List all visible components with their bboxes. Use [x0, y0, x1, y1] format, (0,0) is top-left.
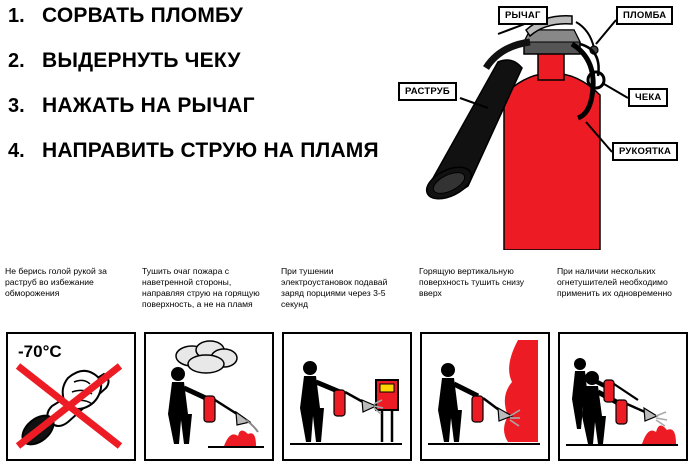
step-item [8, 4, 428, 28]
vertical-fire [504, 340, 538, 442]
person-head [441, 363, 455, 377]
caption-text: При тушении электроустановок подавай заряд порциями через 3-5 секунд [281, 266, 388, 309]
panel-multiple [558, 332, 688, 461]
multiple-drawing [560, 334, 682, 455]
extinguisher-small [204, 396, 215, 422]
spray [246, 420, 258, 432]
extinguisher-small [472, 396, 483, 422]
leader-plomba [596, 20, 616, 44]
horn-small [236, 412, 250, 425]
person-legs [300, 408, 324, 442]
panel-frostbite [6, 332, 136, 461]
step-label: НАПРАВИТЬ СТРУЮ НА ПЛАМЯ [42, 139, 379, 162]
callout-rukoyatka: РУКОЯТКА [612, 142, 678, 161]
extinguisher-small [334, 390, 345, 416]
caption-text: Тушить очаг пожара с наветренной стороны, направляя струю на горящую поверхность, а не на пламя [142, 266, 260, 309]
wind-cloud [176, 341, 237, 373]
step-item [8, 94, 428, 118]
hose-small [627, 404, 645, 412]
hose-small [483, 398, 499, 410]
windward-drawing [146, 334, 268, 455]
step-item [8, 139, 428, 163]
caption-text: При наличии нескольких огнетушителей необходимо применить их одновременно [557, 266, 672, 298]
extinguisher-small [616, 400, 627, 424]
extinguisher-small [604, 380, 614, 402]
electrical-drawing [284, 334, 406, 455]
step-label: СОРВАТЬ ПЛОМБУ [42, 4, 244, 27]
panel-windward [144, 332, 274, 461]
hose-small [614, 384, 638, 400]
extinguisher-neck [538, 52, 564, 80]
horn-small [644, 408, 657, 421]
callout-plomba: ПЛОМБА [616, 6, 673, 25]
steps-list [8, 4, 428, 184]
person-legs [582, 416, 606, 444]
caption-text: Не берись голой рукой за раструб во избежание обморожения [5, 266, 107, 298]
caption-text: Горящую вертикальную поверхность тушить снизу вверх [419, 266, 525, 298]
callout-cheka: ЧЕКА [628, 88, 668, 107]
leader-cheka [604, 84, 628, 98]
person-legs [438, 410, 462, 442]
callout-rychag: РЫЧАГ [498, 6, 548, 25]
step-label: ВЫДЕРНУТЬ ЧЕКУ [42, 49, 241, 72]
step-number: 3. [8, 95, 25, 117]
step-label: НАЖАТЬ НА РЫЧАГ [42, 94, 255, 117]
step-number: 4. [8, 140, 25, 162]
vertical-drawing [422, 334, 544, 455]
temperature-label: -70°C [18, 342, 62, 361]
spray [656, 412, 667, 426]
panel-electrical [282, 332, 412, 461]
horn-small [362, 400, 376, 412]
step-item [8, 49, 428, 73]
panel-vertical [420, 332, 550, 461]
extinguisher-illustration [380, 0, 690, 250]
cabinet-panel [380, 384, 394, 392]
person-head [574, 358, 586, 370]
person-legs [168, 414, 192, 444]
hose-small [345, 392, 363, 402]
fire [224, 430, 256, 446]
step-number: 2. [8, 50, 25, 72]
extinguisher-drawing [380, 0, 690, 250]
person-head [171, 367, 185, 381]
person-head [585, 371, 599, 385]
callout-rastrub: РАСТРУБ [398, 82, 457, 101]
panel-row [0, 332, 690, 460]
person-head [303, 361, 317, 375]
caption-row [0, 266, 690, 324]
hose-small [215, 400, 237, 414]
step-number: 1. [8, 5, 25, 27]
extinguisher-body [504, 73, 600, 250]
fire [642, 425, 676, 444]
person-arm [454, 384, 478, 396]
